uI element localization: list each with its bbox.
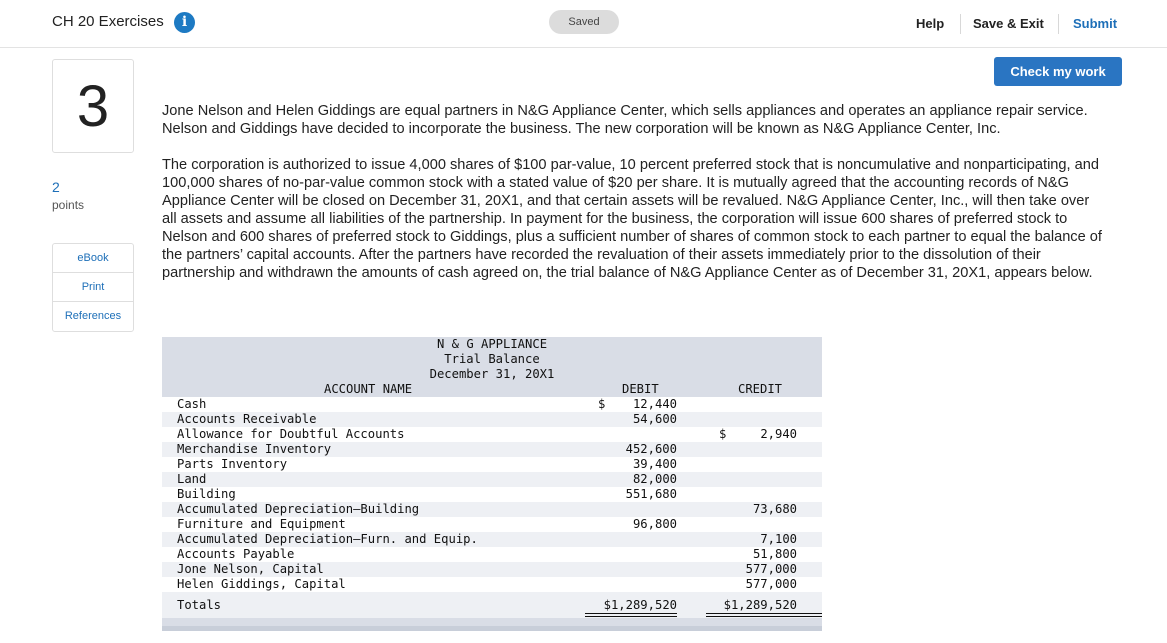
points-value: 2 (52, 179, 60, 195)
debit-header: DEBIT (622, 382, 659, 396)
table-row (162, 412, 822, 427)
question-prompt (162, 102, 1107, 300)
divider (1058, 14, 1059, 34)
credit-amount: 73,680 (752, 502, 797, 516)
saved-status-badge: Saved (549, 10, 619, 34)
ebook-button[interactable]: eBook (53, 244, 133, 273)
credit-amount: 577,000 (745, 577, 797, 591)
table-row (162, 562, 822, 577)
assignment-title: CH 20 Exercises (52, 13, 164, 30)
account-name: Land (177, 472, 207, 486)
account-name: Accumulated Depreciation–Furn. and Equip. (177, 532, 478, 546)
trial-balance-table (162, 337, 822, 631)
debit-amount: 39,400 (632, 457, 677, 471)
totals-label: Totals (177, 598, 222, 612)
currency-symbol: $ (719, 427, 727, 441)
prompt-paragraph: The corporation is authorized to issue 4,000 shares of $100 par-value, 10 percent preferred stock that is noncumulative and nonparticipating, and 100,000 shares of no-par-value common stock with a stated value of $20 per share. It is mutually agreed that the accounting records of N&G Appliance Center will be closed on December 31, 20X1, and that certain assets will be revalued. N&G Appliance Center, Inc., will then take over all assets and assume all liabilities of the partnership. In payment for the business, the corporation will issue 600 shares of preferred stock to Nelson and 600 shares of preferred stock to Giddings, plus a sufficient number of shares of common stock to each partner to equal the balance of the partners’ capital accounts. After the partners have recorded the revaluation of their assets immediately prior to the dissolution of their partnership and withdrawn the amounts of cash agreed on, the trial balance of N&G Appliance Center as of December 31, 20X1, appears below. (162, 157, 1102, 281)
account-name: Parts Inventory (177, 457, 288, 471)
credit-header: CREDIT (738, 382, 783, 396)
account-name: Allowance for Doubtful Accounts (177, 427, 405, 441)
account-name: Accounts Payable (177, 547, 295, 561)
debit-double-underline (585, 613, 677, 617)
debit-amount: 551,680 (625, 487, 677, 501)
statement-date: December 31, 20X1 (429, 367, 555, 381)
credit-double-underline (706, 613, 822, 617)
account-name: Furniture and Equipment (177, 517, 346, 531)
account-name: Accumulated Depreciation–Building (177, 502, 420, 516)
table-row (162, 517, 822, 532)
debit-amount: 96,800 (632, 517, 677, 531)
table-row (162, 442, 822, 457)
question-tools (52, 243, 134, 332)
top-bar (0, 0, 1167, 48)
table-row (162, 532, 822, 547)
credit-amount: 2,940 (760, 427, 797, 441)
debit-amount: 12,440 (632, 397, 677, 411)
total-debit: $1,289,520 (603, 598, 677, 612)
account-name: Cash (177, 397, 207, 411)
question-number: 3 (76, 74, 110, 139)
table-row (162, 547, 822, 562)
table-row (162, 502, 822, 517)
currency-symbol: $ (598, 397, 606, 411)
account-name: Merchandise Inventory (177, 442, 332, 456)
account-name-header: ACCOUNT NAME (324, 382, 413, 396)
help-link[interactable]: Help (916, 16, 945, 31)
account-name: Accounts Receivable (177, 412, 317, 426)
credit-amount: 51,800 (752, 547, 797, 561)
divider (960, 14, 961, 34)
table-row (162, 427, 822, 442)
trial-balance-rows (162, 397, 822, 592)
credit-amount: 577,000 (745, 562, 797, 576)
table-row (162, 397, 822, 412)
info-icon[interactable]: i (174, 12, 195, 33)
table-row (162, 577, 822, 592)
table-row (162, 472, 822, 487)
table-row (162, 457, 822, 472)
total-credit: $1,289,520 (723, 598, 797, 612)
prompt-paragraph: Jone Nelson and Helen Giddings are equal partners in N&G Appliance Center, which sells appliances and operates an appliance repair service. Nelson and Giddings have decided to incorporate the business. The new corporation will be known as N&G Appliance Center, Inc. (162, 103, 1088, 137)
debit-amount: 82,000 (632, 472, 677, 486)
account-name: Helen Giddings, Capital (177, 577, 346, 591)
debit-amount: 452,600 (625, 442, 677, 456)
account-name: Jone Nelson, Capital (177, 562, 324, 576)
check-my-work-button[interactable]: Check my work (994, 57, 1122, 86)
question-number-box (52, 59, 134, 153)
statement-name: Trial Balance (444, 352, 540, 366)
credit-amount: 7,100 (760, 532, 797, 546)
submit-link[interactable]: Submit (1073, 16, 1118, 31)
points-label: points (52, 198, 85, 212)
table-bottom-edge (162, 626, 822, 631)
company-name: N & G APPLIANCE (436, 337, 548, 351)
print-button[interactable]: Print (53, 273, 133, 302)
references-button[interactable]: References (64, 310, 122, 322)
save-exit-link[interactable]: Save & Exit (973, 16, 1044, 31)
account-name: Building (177, 487, 236, 501)
debit-amount: 54,600 (632, 412, 677, 426)
table-row (162, 487, 822, 502)
